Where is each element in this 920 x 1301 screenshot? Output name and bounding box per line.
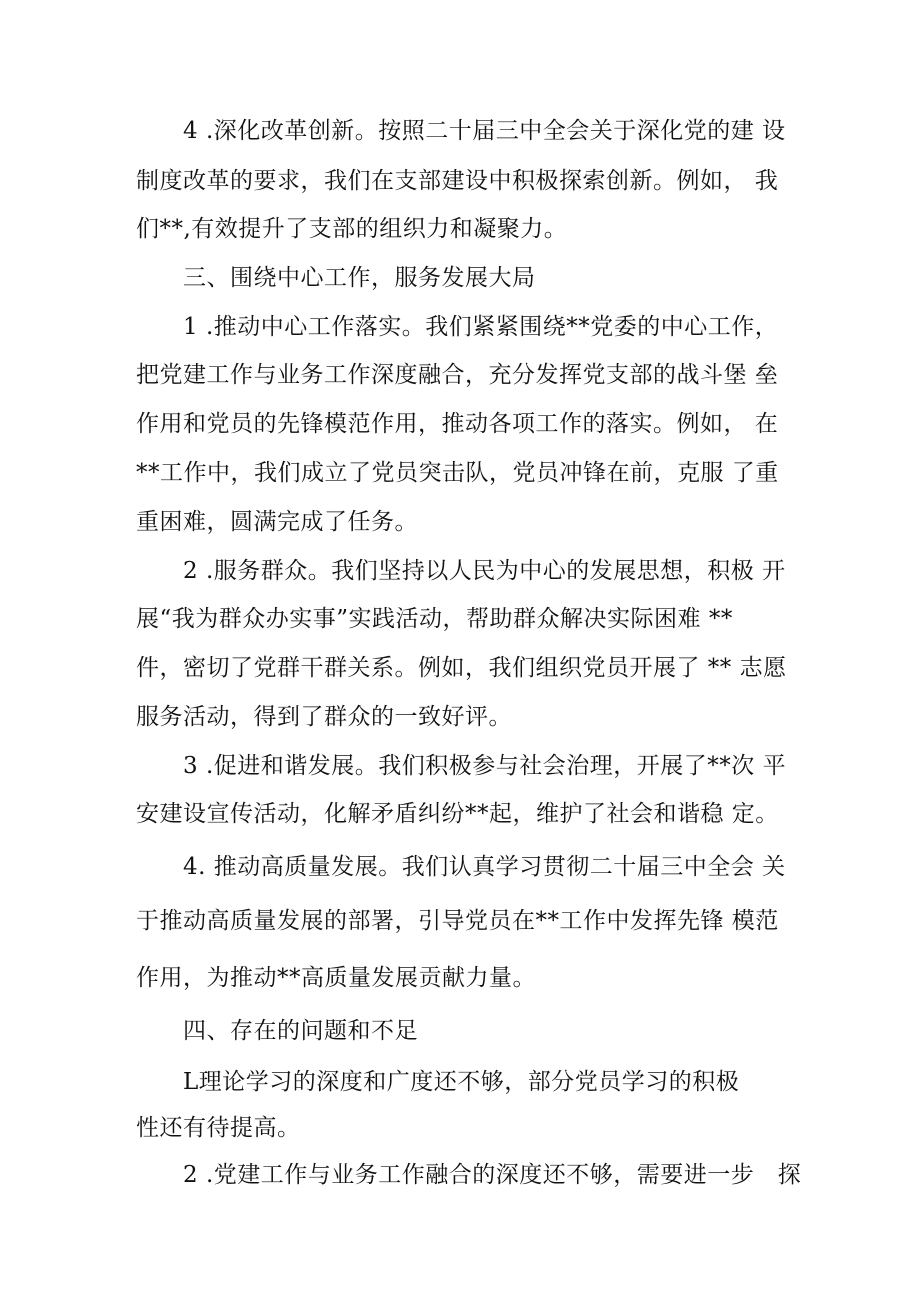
paragraph-line: 性还有待提高。 bbox=[136, 1115, 301, 1141]
paragraph-line: 展“我为群众办实事”实践活动，帮助群众解决实际困难 ** bbox=[136, 606, 733, 632]
paragraph-line: 4. 推动高质量发展。我们认真学习贯彻二十届三中全会 关 bbox=[183, 854, 786, 880]
section-heading: 三、围绕中心工作，服务发展大局 bbox=[183, 265, 536, 291]
paragraph-line: 作用，为推动**高质量发展贡献力量。 bbox=[136, 965, 536, 991]
paragraph-line: 2 .服务群众。我们坚持以人民为中心的发展思想，积极 开 bbox=[183, 558, 786, 584]
paragraph-line: 3 .促进和谐发展。我们积极参与社会治理，开展了**次 平 bbox=[183, 753, 787, 779]
paragraph-line: 制度改革的要求，我们在支部建设中积极探索创新。例如， 我 bbox=[136, 168, 779, 194]
paragraph-line: 们**,有效提升了支部的组织力和凝聚力。 bbox=[136, 216, 568, 242]
paragraph-line: 1 .推动中心工作落实。我们紧紧围绕**党委的中心工作， bbox=[183, 314, 779, 340]
paragraph-line: **工作中，我们成立了党员突击队，党员冲锋在前，克服 了重 bbox=[136, 460, 779, 486]
paragraph-line: 作用和党员的先锋模范作用，推动各项工作的落实。例如， 在 bbox=[136, 411, 779, 437]
paragraph-line: 于推动高质量发展的部署，引导党员在**工作中发挥先锋 模范 bbox=[136, 908, 779, 934]
paragraph-line: 安建设宣传活动，化解矛盾纠纷**起，维护了社会和谐稳 定。 bbox=[136, 801, 779, 827]
paragraph-line: L理论学习的深度和广度还不够，部分党员学习的积极 bbox=[183, 1069, 740, 1095]
paragraph-line: 件，密切了党群干群关系。例如，我们组织党员开展了 ** 志愿 bbox=[136, 655, 787, 681]
section-heading: 四、存在的问题和不足 bbox=[183, 1018, 418, 1044]
paragraph-line: 服务活动，得到了群众的一致好评。 bbox=[136, 704, 512, 730]
paragraph-line: 重困难，圆满完成了任务。 bbox=[136, 509, 418, 535]
paragraph-line: 把党建工作与业务工作深度融合，充分发挥党支部的战斗堡 垒 bbox=[136, 362, 779, 388]
paragraph-line: 2 .党建工作与业务工作融合的深度还不够，需要进一步 探 bbox=[183, 1162, 802, 1188]
paragraph-line: 4 .深化改革创新。按照二十届三中全会关于深化党的建 设 bbox=[183, 118, 786, 144]
